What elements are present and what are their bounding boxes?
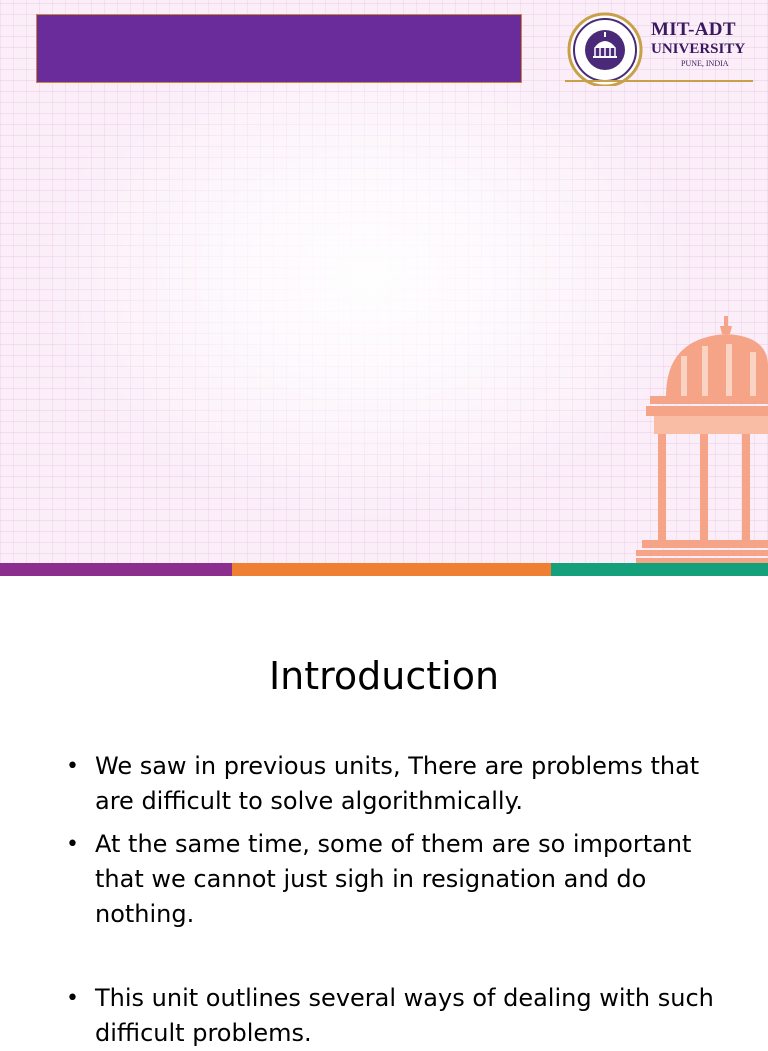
pavilion-dome-icon <box>636 316 768 566</box>
footer-stripe-purple <box>0 563 232 576</box>
logo-line-2: UNIVERSITY <box>651 41 746 57</box>
content-slide <box>0 576 768 1047</box>
footer-stripe-green <box>551 563 768 576</box>
bullet-list <box>66 749 716 1051</box>
bullet-item: • We saw in previous units, There are problems that are difficult to solve algorithmically. <box>66 749 716 819</box>
bullet-item: • At the same time, some of them are so important that we cannot just sigh in resignation and do nothing. <box>66 827 716 932</box>
footer-stripe-orange <box>232 563 551 576</box>
logo-line-1: MIT-ADT <box>651 19 736 40</box>
university-seal-icon <box>565 12 645 86</box>
slide-title: Introduction <box>268 654 500 698</box>
logo-line-3: PUNE, INDIA <box>681 59 729 68</box>
bullet-item: • This unit outlines several ways of dealing with such difficult problems. <box>66 981 716 1051</box>
title-banner <box>36 14 522 83</box>
university-logo <box>565 12 755 86</box>
logo-underline <box>565 80 753 82</box>
